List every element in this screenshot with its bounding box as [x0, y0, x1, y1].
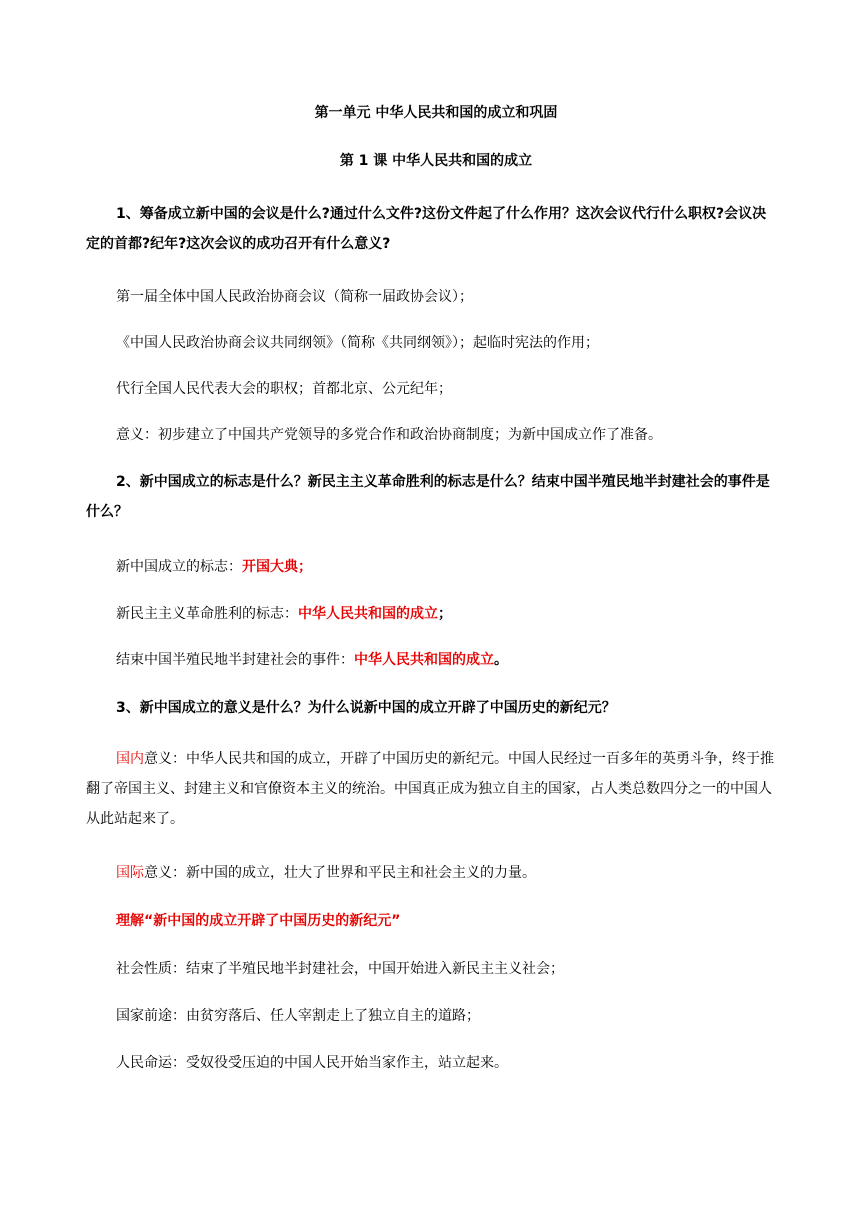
question-2: 2、新中国成立的标志是什么？新民主主义革命胜利的标志是什么？结束中国半殖民地半封建社会的事件是什么？ [86, 474, 770, 520]
question-1: 1、筹备成立新中国的会议是什么?通过什么文件?这份文件起了什么作用？这次会议代行什么职权?会议决定的首都?纪年?这次会议的成功召开有什么意义? [86, 206, 767, 252]
q3-domestic-text: 意义：中华人民共和国的成立，开辟了中国历史的新纪元。中国人民经过一百多年的英勇斗争，终于推翻了帝国主义、封建主义和官僚资本主义的统治。中国真正成为独立自主的国家，占人类总数四分之一的中国人从此站起来了。 [86, 751, 774, 827]
q3-international [116, 863, 816, 883]
q3-domestic [86, 744, 776, 834]
q3-intl-label: 国际 [116, 865, 144, 881]
understanding-3: 人民命运：受奴役受压迫的中国人民开始当家作主，站立起来。 [116, 1055, 508, 1071]
understanding-heading: 理解“新中国的成立开辟了中国历史的新纪元” [116, 913, 401, 929]
q1-answer-2: 《中国人民政治协商会议共同纲领》（简称《共同纲领》）；起临时宪法的作用； [116, 335, 599, 351]
q1-answer-4: 意义：初步建立了中国共产党领导的多党合作和政治协商制度；为新中国成立作了准备。 [116, 427, 662, 443]
q2-answer-1-label: 新中国成立的标志： [116, 559, 242, 575]
understanding-2: 国家前途：由贫穷落后、任人宰割走上了独立自主的道路； [116, 1008, 480, 1024]
lesson-title: 第 1 课 中华人民共和国的成立 [339, 153, 533, 169]
q2-answer-3-value: 中华人民共和国的成立 [354, 652, 494, 668]
q2-answer-1-value: 开国大典； [242, 559, 312, 575]
q3-domestic-label: 国内 [116, 751, 144, 767]
q2-answer-3-end: 。 [494, 652, 508, 668]
q3-intl-text: 意义：新中国的成立，壮大了世界和平民主和社会主义的力量。 [144, 865, 536, 881]
understanding-1: 社会性质：结束了半殖民地半封建社会，中国开始进入新民主主义社会； [116, 961, 564, 977]
q2-answer-2 [116, 604, 816, 624]
q2-answer-2-end: ； [438, 606, 452, 622]
q2-answer-3 [116, 650, 816, 670]
q2-answer-2-label: 新民主主义革命胜利的标志： [116, 606, 298, 622]
q2-answer-1 [116, 557, 816, 577]
q2-answer-2-value: 中华人民共和国的成立 [298, 606, 438, 622]
question-3: 3、新中国成立的意义是什么？为什么说新中国的成立开辟了中国历史的新纪元？ [116, 700, 616, 716]
q1-answer-1: 第一届全体中国人民政治协商会议（简称一届政协会议）； [116, 289, 473, 305]
q1-answer-3: 代行全国人民代表大会的职权；首都北京、公元纪年； [116, 381, 452, 397]
unit-title: 第一单元 中华人民共和国的成立和巩固 [314, 105, 558, 121]
q2-answer-3-label: 结束中国半殖民地半封建社会的事件： [116, 652, 354, 668]
